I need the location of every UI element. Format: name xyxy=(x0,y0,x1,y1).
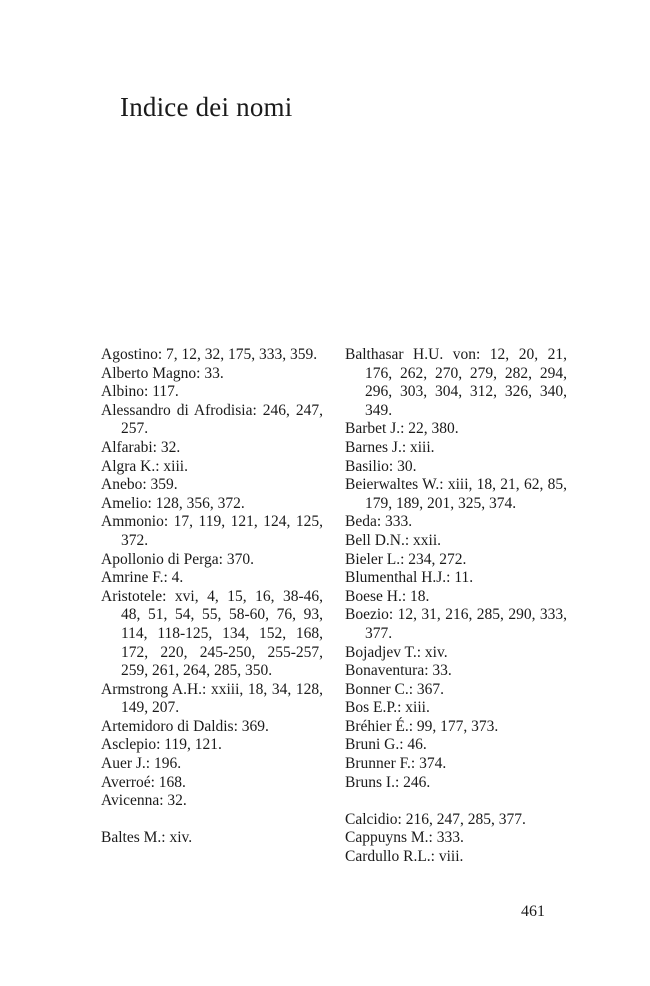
index-entry: Asclepio: 119, 121. xyxy=(101,736,222,754)
index-entry: Armstrong A.H.: xxiii, 18, 34, 128, 149, 207. xyxy=(101,680,323,717)
index-entry: Barnes J.: xiii. xyxy=(345,438,435,456)
index-entry: Boese H.: 18. xyxy=(345,587,430,605)
index-entry: Blumenthal H.J.: 11. xyxy=(345,569,474,587)
index-entry: Boezio: 12, 31, 216, 285, 290, 333, 377. xyxy=(345,606,567,642)
index-entry: Cardullo R.L.: viii. xyxy=(345,848,464,866)
index-column-right xyxy=(345,346,567,867)
index-entry: Bos E.P.: xiii. xyxy=(345,699,430,717)
index-entry: Algra K.: xiii. xyxy=(101,457,188,475)
index-entry: Alberto Magno: 33. xyxy=(101,364,224,382)
index-entry: Avicenna: 32. xyxy=(101,792,187,810)
index-column-left xyxy=(101,346,323,848)
index-entry: Ammonio: 17, 119, 121, 124, 125, 372. xyxy=(101,513,323,549)
index-entry: Bojadjev T.: xiv. xyxy=(345,643,448,661)
index-entry: Cappuyns M.: 333. xyxy=(345,829,464,847)
index-entry: Bieler L.: 234, 272. xyxy=(345,550,467,568)
index-entry: Albino: 117. xyxy=(101,383,179,401)
index-entry: Baltes M.: xiv. xyxy=(101,829,193,847)
index-entry: Amrine F.: 4. xyxy=(101,569,184,587)
index-title: Indice dei nomi xyxy=(120,92,293,122)
index-entry: Averroé: 168. xyxy=(101,773,186,791)
index-entry: Beierwaltes W.: xiii, 18, 21, 62, 85, 179, 189, 201, 325, 374. xyxy=(345,476,567,512)
letter-group-gap xyxy=(101,811,323,830)
index-entry: Alessandro di Afrodisia: 246, 247, 257. xyxy=(101,401,323,438)
page-number: 461 xyxy=(521,903,545,920)
index-entry: Balthasar H.U. von: 12, 20, 21, 176, 262, 270, 279, 282, 294, 296, 303, 304, 312, 326, 340, 349. xyxy=(345,346,567,419)
index-entry: Brunner F.: 374. xyxy=(345,755,447,773)
index-entry: Beda: 333. xyxy=(345,513,413,531)
index-entry: Aristotele: xvi, 4, 15, 16, 38-46, 48, 51, 54, 55, 58-60, 76, 93, 114, 118-125, 134, 152, 168, 172, 220, 245-250, 255-257, 259, 261, 264, 285, 350. xyxy=(101,587,323,680)
index-entry: Bruns I.: 246. xyxy=(345,773,431,791)
index-entry: Bell D.N.: xxii. xyxy=(345,531,442,549)
index-entry: Bréhier É.: 99, 177, 373. xyxy=(345,717,499,735)
index-entry: Apollonio di Perga: 370. xyxy=(101,550,254,568)
index-entry: Bonner C.: 367. xyxy=(345,680,445,698)
index-entry: Basilio: 30. xyxy=(345,457,417,475)
index-entry: Barbet J.: 22, 380. xyxy=(345,420,459,438)
index-entry: Calcidio: 216, 247, 285, 377. xyxy=(345,810,526,828)
letter-group-gap xyxy=(345,792,567,811)
index-entry: Bruni G.: 46. xyxy=(345,736,427,754)
index-entry: Agostino: 7, 12, 32, 175, 333, 359. xyxy=(101,346,318,363)
index-entry: Auer J.: 196. xyxy=(101,755,182,773)
index-entry: Anebo: 359. xyxy=(101,476,178,494)
index-entry: Alfarabi: 32. xyxy=(101,438,181,456)
index-entry: Bonaventura: 33. xyxy=(345,662,452,680)
index-entry: Amelio: 128, 356, 372. xyxy=(101,494,245,512)
index-entry: Artemidoro di Daldis: 369. xyxy=(101,717,269,735)
